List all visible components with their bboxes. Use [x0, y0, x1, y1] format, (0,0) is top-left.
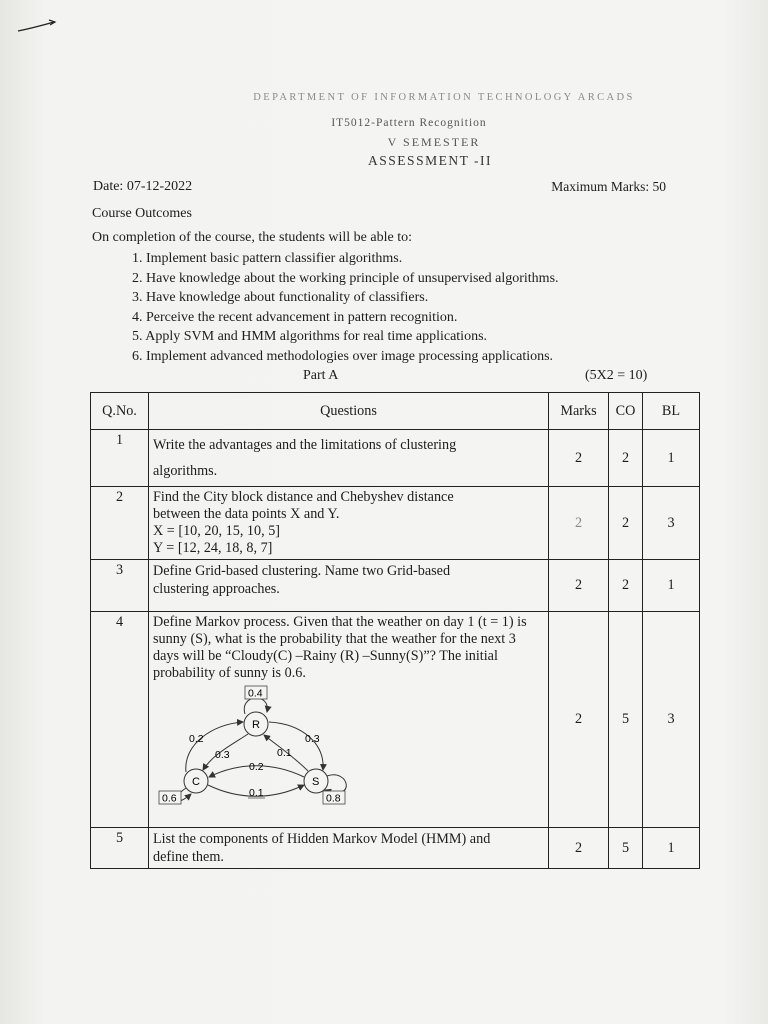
marks-cell: 2 — [549, 828, 609, 869]
marks-cell: 2 — [549, 430, 609, 487]
bl-cell: 1 — [643, 430, 700, 487]
question-line: Find the City block distance and Chebyshev distance — [153, 489, 454, 505]
prob-label: 0.1 — [277, 747, 292, 759]
question-number: 5 — [91, 828, 149, 869]
question-line: algorithms. — [153, 463, 218, 479]
bl-cell: 3 — [643, 612, 700, 828]
bl-cell: 1 — [643, 828, 700, 869]
prob-label: 0.3 — [215, 749, 230, 761]
table-row — [91, 612, 700, 828]
maximum-marks: Maximum Marks: 50 — [551, 179, 666, 194]
node-label: C — [192, 776, 200, 788]
question-line: between the data points X and Y. — [153, 506, 340, 522]
table-header-row — [91, 393, 700, 430]
co-cell: 5 — [609, 828, 643, 869]
marks-cell: 2 — [549, 560, 609, 612]
prob-label: 0.2 — [189, 733, 204, 745]
prob-label: 0.8 — [326, 792, 341, 805]
table-row — [91, 828, 700, 869]
question-text — [149, 487, 549, 560]
prob-label: 0.4 — [248, 687, 263, 700]
question-text — [149, 828, 549, 869]
questions-table — [90, 392, 700, 869]
list-item: 1. Implement basic pattern classifier algorithms. — [132, 251, 403, 266]
list-item: 5. Apply SVM and HMM algorithms for real time applications. — [132, 329, 488, 345]
marks-cell: 2 — [549, 612, 609, 828]
co-cell: 2 — [609, 487, 643, 560]
prob-label: 0.1 — [249, 787, 264, 799]
list-item: 2. Have knowledge about the working principle of unsupervised algorithms. — [132, 270, 559, 286]
co-cell: 5 — [609, 612, 643, 828]
question-line: Write the advantages and the limitations of clustering — [153, 437, 457, 453]
marks-cell: 2 — [549, 487, 609, 560]
question-line: Define Grid-based clustering. Name two Grid-based — [153, 563, 451, 579]
question-text — [149, 612, 549, 828]
arrow-c-r — [186, 722, 243, 772]
question-line: List the components of Hidden Markov Model (HMM) and — [153, 831, 491, 847]
question-number: 2 — [91, 487, 149, 560]
co-cell: 2 — [609, 560, 643, 612]
question-paragraph: Define Markov process. Given that the weather on day 1 (t = 1) is sunny (S), what is the probability that the weather for the next 3 days will be “Cloudy(C) –Rainy (R) –Sunny(S)”? The initial probability of sunny is 0.6. — [153, 614, 527, 681]
co-cell: 2 — [609, 430, 643, 487]
list-item: 3. Have knowledge about functionality of classifiers. — [132, 290, 429, 306]
question-number: 1 — [91, 430, 149, 487]
exam-date: Date: 07-12-2022 — [93, 179, 193, 194]
table-row — [91, 560, 700, 612]
question-text — [149, 430, 549, 487]
course-outcomes-intro: On completion of the course, the students will be able to: — [92, 230, 412, 245]
question-number: 4 — [91, 612, 149, 828]
table-row — [91, 487, 700, 560]
bl-header: BL — [643, 393, 700, 430]
list-item: 4. Perceive the recent advancement in pattern recognition. — [132, 309, 458, 325]
vector-y: Y = [12, 24, 18, 8, 7] — [153, 540, 273, 556]
course-outcomes-heading: Course Outcomes — [92, 206, 192, 221]
course-outcomes-list — [132, 249, 559, 367]
marks-header: Marks — [549, 393, 609, 430]
co-header: CO — [609, 393, 643, 430]
semester-line: V SEMESTER — [387, 135, 481, 149]
arrow-r-s — [269, 722, 323, 770]
prob-label: 0.6 — [162, 792, 177, 805]
vector-x: X = [10, 20, 15, 10, 5] — [153, 523, 281, 539]
bl-cell: 1 — [643, 560, 700, 612]
markov-chain-diagram — [153, 684, 373, 810]
part-title: Part A — [303, 368, 339, 383]
bl-cell: 3 — [643, 487, 700, 560]
course-title: IT5012-Pattern Recognition — [331, 117, 487, 129]
prob-label: 0.3 — [305, 733, 320, 745]
department-line: DEPARTMENT OF INFORMATION TECHNOLOGY ARCADS — [253, 92, 635, 103]
question-number: 3 — [91, 560, 149, 612]
question-line: clustering approaches. — [153, 581, 280, 597]
questions-header: Questions — [149, 393, 549, 430]
prob-label: 0.2 — [249, 761, 264, 773]
pen-mark — [16, 18, 58, 34]
list-item: 6. Implement advanced methodologies over image processing applications. — [132, 348, 554, 364]
table-row — [91, 430, 700, 487]
question-text — [149, 560, 549, 612]
node-label: S — [312, 776, 320, 788]
assessment-title: ASSESSMENT -II — [368, 153, 492, 168]
question-line: define them. — [153, 849, 224, 865]
qno-header: Q.No. — [91, 393, 149, 430]
node-label: R — [252, 719, 260, 731]
part-marks: (5X2 = 10) — [585, 368, 648, 383]
